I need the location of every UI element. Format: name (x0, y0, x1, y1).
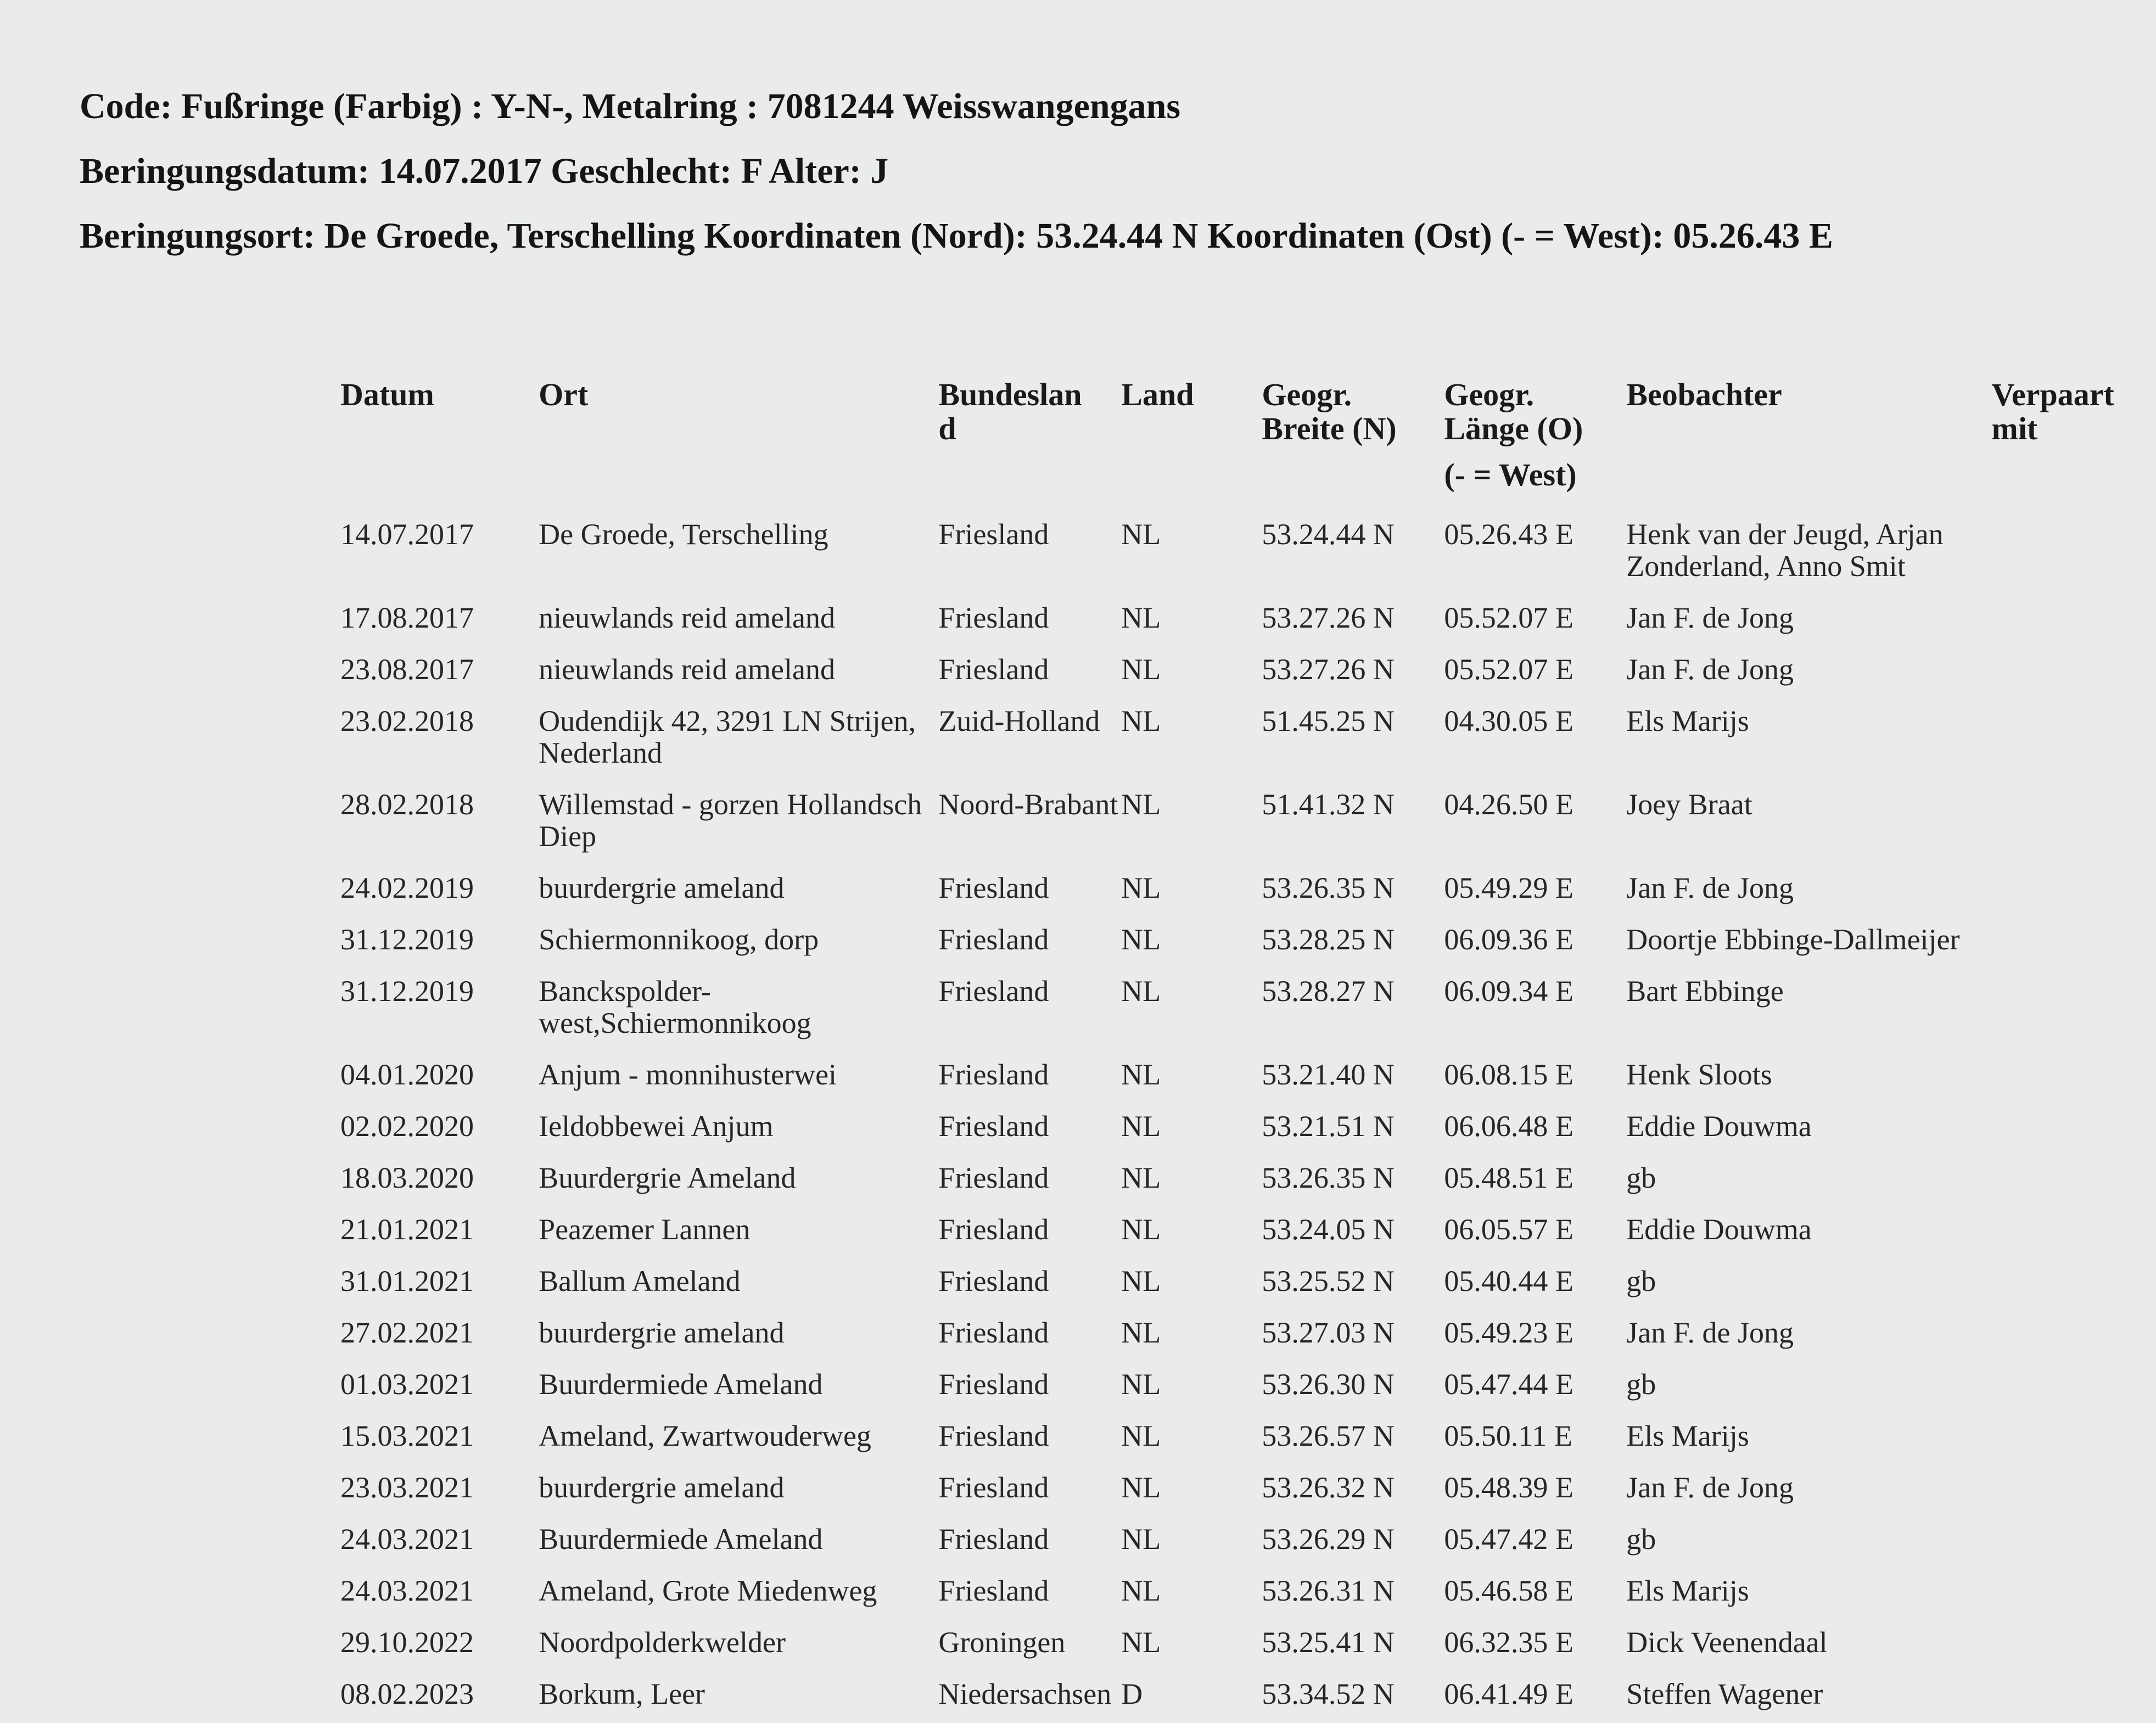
cell-ort: Noordpolderkwelder (539, 1620, 938, 1671)
cell-land: NL (1121, 1620, 1262, 1671)
cell-ort: Ballum Ameland (539, 1258, 938, 1310)
table-row (340, 1207, 2156, 1258)
cell-breite: 53.27.26 N (1262, 647, 1444, 698)
cell-land: NL (1121, 917, 1262, 969)
table-row (340, 512, 2156, 595)
cell-beobachter: Els Marijs (1626, 1413, 1991, 1465)
cell-beobachter: gb (1626, 1362, 1991, 1413)
cell-beobachter: Bart Ebbinge (1626, 969, 1991, 1052)
cell-breite: 53.28.25 N (1262, 917, 1444, 969)
cell-datum: 31.12.2019 (340, 917, 539, 969)
cell-ort: Borkum, Leer (539, 1671, 938, 1723)
cell-datum: 28.02.2018 (340, 782, 539, 865)
cell-datum: 29.10.2022 (340, 1620, 539, 1671)
table-row (340, 865, 2156, 917)
cell-breite: 53.26.35 N (1262, 1155, 1444, 1207)
cell-ort: Anjum - monnihusterwei (539, 1052, 938, 1104)
cell-datum: 14.07.2017 (340, 512, 539, 595)
cell-verpaart (1992, 512, 2156, 595)
cell-ort: Buurdergrie Ameland (539, 1155, 938, 1207)
cell-breite: 51.41.32 N (1262, 782, 1444, 865)
cell-bundesland: Friesland (938, 865, 1121, 917)
cell-datum: 24.02.2019 (340, 865, 539, 917)
cell-beobachter: Els Marijs (1626, 1568, 1991, 1620)
table-row (340, 595, 2156, 647)
cell-laenge: 06.05.57 E (1444, 1207, 1626, 1258)
table-row (340, 1362, 2156, 1413)
cell-datum: 08.02.2023 (340, 1671, 539, 1723)
cell-beobachter: Joey Braat (1626, 782, 1991, 865)
cell-beobachter: Doortje Ebbinge-Dallmeijer (1626, 917, 1991, 969)
cell-datum: 18.03.2020 (340, 1155, 539, 1207)
cell-verpaart (1992, 1413, 2156, 1465)
table-row (340, 1671, 2156, 1723)
cell-bundesland: Friesland (938, 512, 1121, 595)
cell-land: NL (1121, 1155, 1262, 1207)
col-breite: Geogr. Breite (N) (1262, 362, 1444, 512)
cell-beobachter: gb (1626, 1258, 1991, 1310)
cell-verpaart (1992, 1052, 2156, 1104)
cell-land: NL (1121, 1568, 1262, 1620)
cell-beobachter: Eddie Douwma (1626, 1104, 1991, 1155)
cell-breite: 53.24.05 N (1262, 1207, 1444, 1258)
cell-bundesland: Friesland (938, 1413, 1121, 1465)
cell-verpaart (1992, 1620, 2156, 1671)
cell-laenge: 05.48.39 E (1444, 1465, 1626, 1517)
cell-datum: 21.01.2021 (340, 1207, 539, 1258)
cell-ort: Schiermonnikoog, dorp (539, 917, 938, 969)
ring-code-line: Code: Fußringe (Farbig) : Y-N-, Metalring : 7081244 Weisswangengans (80, 74, 1833, 139)
cell-ort: nieuwlands reid ameland (539, 647, 938, 698)
cell-beobachter: Dick Veenendaal (1626, 1620, 1991, 1671)
cell-breite: 53.26.32 N (1262, 1465, 1444, 1517)
col-bundesland: Bundeslan d (938, 362, 1121, 512)
cell-land: NL (1121, 698, 1262, 782)
table-row (340, 1258, 2156, 1310)
cell-land: NL (1121, 782, 1262, 865)
cell-laenge: 06.08.15 E (1444, 1052, 1626, 1104)
table-row (340, 1413, 2156, 1465)
cell-beobachter: Jan F. de Jong (1626, 865, 1991, 917)
cell-verpaart (1992, 1517, 2156, 1568)
cell-datum: 31.12.2019 (340, 969, 539, 1052)
cell-datum: 15.03.2021 (340, 1413, 539, 1465)
cell-land: NL (1121, 1517, 1262, 1568)
cell-laenge: 05.49.23 E (1444, 1310, 1626, 1362)
cell-bundesland: Friesland (938, 1207, 1121, 1258)
cell-beobachter: Jan F. de Jong (1626, 1465, 1991, 1517)
cell-breite: 53.27.03 N (1262, 1310, 1444, 1362)
cell-land: NL (1121, 1362, 1262, 1413)
cell-laenge: 06.32.35 E (1444, 1620, 1626, 1671)
col-verpaart: Verpaart mit (1992, 362, 2156, 512)
table-row (340, 969, 2156, 1052)
cell-beobachter: gb (1626, 1517, 1991, 1568)
cell-laenge: 05.47.44 E (1444, 1362, 1626, 1413)
cell-beobachter: Henk Sloots (1626, 1052, 1991, 1104)
cell-verpaart (1992, 595, 2156, 647)
cell-verpaart (1992, 1465, 2156, 1517)
col-beobachter: Beobachter (1626, 362, 1991, 512)
cell-bundesland: Friesland (938, 1052, 1121, 1104)
cell-bundesland: Friesland (938, 1155, 1121, 1207)
table-row (340, 917, 2156, 969)
ringing-date-line: Beringungsdatum: 14.07.2017 Geschlecht: F Alter: J (80, 139, 1833, 204)
cell-ort: Oudendijk 42, 3291 LN Strijen, Nederland (539, 698, 938, 782)
cell-land: NL (1121, 647, 1262, 698)
cell-land: NL (1121, 512, 1262, 595)
cell-laenge: 05.48.51 E (1444, 1155, 1626, 1207)
cell-land: NL (1121, 1258, 1262, 1310)
cell-breite: 53.25.41 N (1262, 1620, 1444, 1671)
col-datum: Datum (340, 362, 539, 512)
cell-ort: buurdergrie ameland (539, 1310, 938, 1362)
cell-bundesland: Friesland (938, 1465, 1121, 1517)
cell-bundesland: Friesland (938, 1310, 1121, 1362)
cell-laenge: 05.47.42 E (1444, 1517, 1626, 1568)
cell-verpaart (1992, 1310, 2156, 1362)
cell-laenge: 05.50.11 E (1444, 1413, 1626, 1465)
table-row (340, 1155, 2156, 1207)
table-row (340, 698, 2156, 782)
cell-datum: 31.01.2021 (340, 1258, 539, 1310)
cell-bundesland: Friesland (938, 917, 1121, 969)
ringing-place-line: Beringungsort: De Groede, Terschelling Koordinaten (Nord): 53.24.44 N Koordinaten (Ost) (- = West): 05.26.43 E (80, 204, 1833, 268)
cell-verpaart (1992, 1104, 2156, 1155)
cell-ort: Peazemer Lannen (539, 1207, 938, 1258)
cell-bundesland: Friesland (938, 595, 1121, 647)
cell-land: NL (1121, 595, 1262, 647)
cell-beobachter: Jan F. de Jong (1626, 595, 1991, 647)
cell-bundesland: Friesland (938, 1104, 1121, 1155)
cell-datum: 02.02.2020 (340, 1104, 539, 1155)
cell-ort: Willemstad - gorzen Hollandsch Diep (539, 782, 938, 865)
table-row (340, 1310, 2156, 1362)
cell-beobachter: gb (1626, 1155, 1991, 1207)
cell-breite: 53.21.51 N (1262, 1104, 1444, 1155)
cell-datum: 01.03.2021 (340, 1362, 539, 1413)
table-row (340, 1052, 2156, 1104)
cell-ort: Ameland, Zwartwouderweg (539, 1413, 938, 1465)
cell-verpaart (1992, 1258, 2156, 1310)
cell-beobachter: Steffen Wagener (1626, 1671, 1991, 1723)
cell-breite: 51.45.25 N (1262, 698, 1444, 782)
cell-verpaart (1992, 782, 2156, 865)
cell-ort: De Groede, Terschelling (539, 512, 938, 595)
cell-ort: buurdergrie ameland (539, 865, 938, 917)
cell-bundesland: Niedersachsen (938, 1671, 1121, 1723)
cell-breite: 53.26.57 N (1262, 1413, 1444, 1465)
cell-land: NL (1121, 1207, 1262, 1258)
cell-land: NL (1121, 1104, 1262, 1155)
cell-datum: 24.03.2021 (340, 1517, 539, 1568)
cell-ort: Buurdermiede Ameland (539, 1517, 938, 1568)
table-row (340, 1104, 2156, 1155)
cell-breite: 53.21.40 N (1262, 1052, 1444, 1104)
cell-verpaart (1992, 1362, 2156, 1413)
cell-ort: Banckspolder-west,Schiermonnikoog (539, 969, 938, 1052)
cell-breite: 53.28.27 N (1262, 969, 1444, 1052)
cell-ort: nieuwlands reid ameland (539, 595, 938, 647)
cell-laenge: 06.06.48 E (1444, 1104, 1626, 1155)
cell-verpaart (1992, 1155, 2156, 1207)
cell-laenge: 05.46.58 E (1444, 1568, 1626, 1620)
sightings-table (340, 362, 2156, 1723)
cell-breite: 53.26.35 N (1262, 865, 1444, 917)
table-row (340, 1517, 2156, 1568)
cell-datum: 17.08.2017 (340, 595, 539, 647)
cell-laenge: 06.09.36 E (1444, 917, 1626, 969)
cell-datum: 04.01.2020 (340, 1052, 539, 1104)
cell-laenge: 05.52.07 E (1444, 595, 1626, 647)
cell-beobachter: Eddie Douwma (1626, 1207, 1991, 1258)
cell-land: NL (1121, 1413, 1262, 1465)
cell-breite: 53.27.26 N (1262, 595, 1444, 647)
cell-land: NL (1121, 1310, 1262, 1362)
cell-verpaart (1992, 1671, 2156, 1723)
cell-land: D (1121, 1671, 1262, 1723)
table-header-row (340, 362, 2156, 512)
cell-laenge: 05.26.43 E (1444, 512, 1626, 595)
cell-laenge: 04.30.05 E (1444, 698, 1626, 782)
cell-verpaart (1992, 865, 2156, 917)
table-row (340, 1620, 2156, 1671)
cell-datum: 23.03.2021 (340, 1465, 539, 1517)
col-laenge: Geogr. Länge (O) (- = West) (1444, 362, 1626, 512)
cell-laenge: 04.26.50 E (1444, 782, 1626, 865)
cell-verpaart (1992, 698, 2156, 782)
cell-verpaart (1992, 969, 2156, 1052)
col-land: Land (1121, 362, 1262, 512)
cell-breite: 53.26.31 N (1262, 1568, 1444, 1620)
cell-laenge: 05.40.44 E (1444, 1258, 1626, 1310)
cell-breite: 53.26.30 N (1262, 1362, 1444, 1413)
cell-breite: 53.24.44 N (1262, 512, 1444, 595)
cell-bundesland: Friesland (938, 647, 1121, 698)
cell-bundesland: Friesland (938, 1517, 1121, 1568)
cell-ort: Ameland, Grote Miedenweg (539, 1568, 938, 1620)
cell-bundesland: Friesland (938, 1258, 1121, 1310)
cell-breite: 53.26.29 N (1262, 1517, 1444, 1568)
cell-datum: 24.03.2021 (340, 1568, 539, 1620)
table-row (340, 1568, 2156, 1620)
cell-bundesland: Zuid-Holland (938, 698, 1121, 782)
cell-datum: 23.02.2018 (340, 698, 539, 782)
cell-verpaart (1992, 917, 2156, 969)
table-row (340, 782, 2156, 865)
col-ort: Ort (539, 362, 938, 512)
cell-laenge: 05.49.29 E (1444, 865, 1626, 917)
cell-bundesland: Friesland (938, 1362, 1121, 1413)
cell-verpaart (1992, 1568, 2156, 1620)
cell-ort: Buurdermiede Ameland (539, 1362, 938, 1413)
cell-breite: 53.25.52 N (1262, 1258, 1444, 1310)
cell-datum: 23.08.2017 (340, 647, 539, 698)
table-row (340, 647, 2156, 698)
cell-land: NL (1121, 1052, 1262, 1104)
cell-land: NL (1121, 1465, 1262, 1517)
table-row (340, 1465, 2156, 1517)
cell-beobachter: Jan F. de Jong (1626, 1310, 1991, 1362)
cell-laenge: 05.52.07 E (1444, 647, 1626, 698)
cell-beobachter: Els Marijs (1626, 698, 1991, 782)
cell-ort: buurdergrie ameland (539, 1465, 938, 1517)
cell-laenge: 06.09.34 E (1444, 969, 1626, 1052)
cell-verpaart (1992, 1207, 2156, 1258)
cell-bundesland: Friesland (938, 969, 1121, 1052)
cell-bundesland: Groningen (938, 1620, 1121, 1671)
cell-ort: Ieldobbewei Anjum (539, 1104, 938, 1155)
cell-bundesland: Noord-Brabant (938, 782, 1121, 865)
cell-land: NL (1121, 969, 1262, 1052)
cell-breite: 53.34.52 N (1262, 1671, 1444, 1723)
cell-laenge: 06.41.49 E (1444, 1671, 1626, 1723)
cell-land: NL (1121, 865, 1262, 917)
cell-beobachter: Henk van der Jeugd, Arjan Zonderland, Anno Smit (1626, 512, 1991, 595)
ring-header (80, 74, 1833, 268)
cell-verpaart (1992, 647, 2156, 698)
cell-datum: 27.02.2021 (340, 1310, 539, 1362)
cell-bundesland: Friesland (938, 1568, 1121, 1620)
cell-beobachter: Jan F. de Jong (1626, 647, 1991, 698)
